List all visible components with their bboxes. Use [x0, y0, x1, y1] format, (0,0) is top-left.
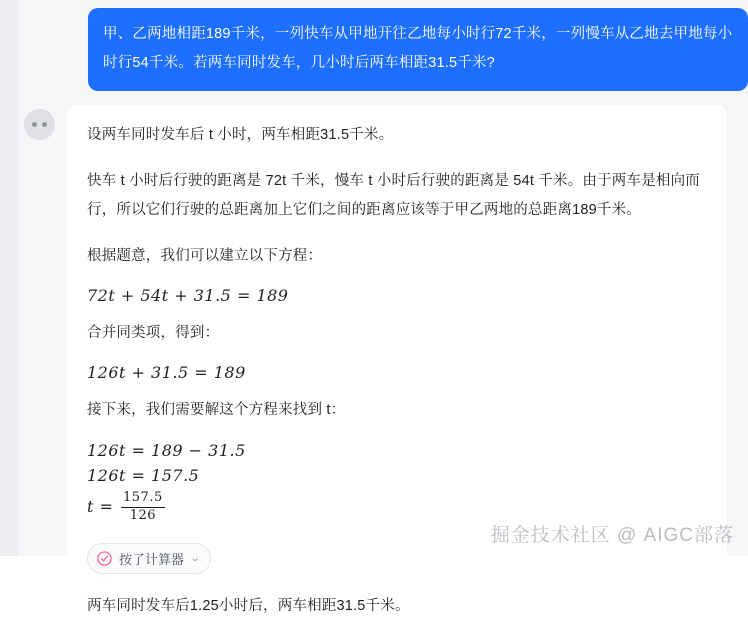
avatar-eye-left-icon	[32, 122, 37, 127]
equation-5-numerator: 157.5	[121, 491, 165, 508]
chat-thread	[18, 0, 748, 615]
equation-5-fraction	[121, 491, 165, 524]
equation-5	[87, 491, 707, 524]
assistant-message-row	[18, 105, 748, 641]
answer-setup-paragraph: 设两车同时发车后 t 小时，两车相距31.5千米。	[87, 127, 394, 143]
watermark: 掘金技术社区 @ AIGC部落	[490, 525, 734, 546]
calculator-tool-chip[interactable]	[87, 543, 211, 574]
calculator-chip-label: 按了计算器	[119, 552, 185, 568]
avatar-eye-right-icon	[42, 122, 47, 127]
answer-reasoning-paragraph: 快车 t 小时后行驶的距离是 72t 千米，慢车 t 小时后行驶的距离是 54t 千米。由于两车是相向而行，所以它们行驶的总距离加上它们之间的距离应该等于甲乙两地的总距离189千米。	[87, 173, 700, 218]
answer-equation-intro: 根据题意，我们可以建立以下方程：	[87, 247, 323, 264]
assistant-answer-card	[67, 105, 727, 641]
answer-final-paragraph: 两车同时发车后1.25小时后，两车相距31.5千米。	[87, 598, 410, 615]
answer-combine-intro: 合并同类项，得到：	[87, 325, 220, 342]
user-message-row	[18, 0, 748, 91]
user-message-bubble: 甲、乙两地相距189千米，一列快车从甲地开往乙地每小时行72千米，一列慢车从乙地去甲地每小时行54千米。若两车同时发车，几小时后两车相距31.5千米?	[88, 8, 748, 91]
answer-solve-intro: 接下来，我们需要解这个方程来找到 t：	[87, 402, 346, 419]
equation-5-denominator: 126	[129, 507, 157, 523]
left-rail	[0, 0, 19, 556]
equation-4: 126t = 157.5	[87, 465, 200, 485]
equation-3: 126t = 189 − 31.5	[87, 440, 246, 460]
equation-2: 126t + 31.5 = 189	[87, 363, 246, 383]
equation-1: 72t + 54t + 31.5 = 189	[87, 286, 289, 306]
chevron-down-icon[interactable]: ⌄	[189, 553, 201, 565]
assistant-avatar	[24, 109, 55, 140]
calculator-icon	[97, 551, 112, 566]
equation-5-lhs: t =	[87, 496, 114, 516]
